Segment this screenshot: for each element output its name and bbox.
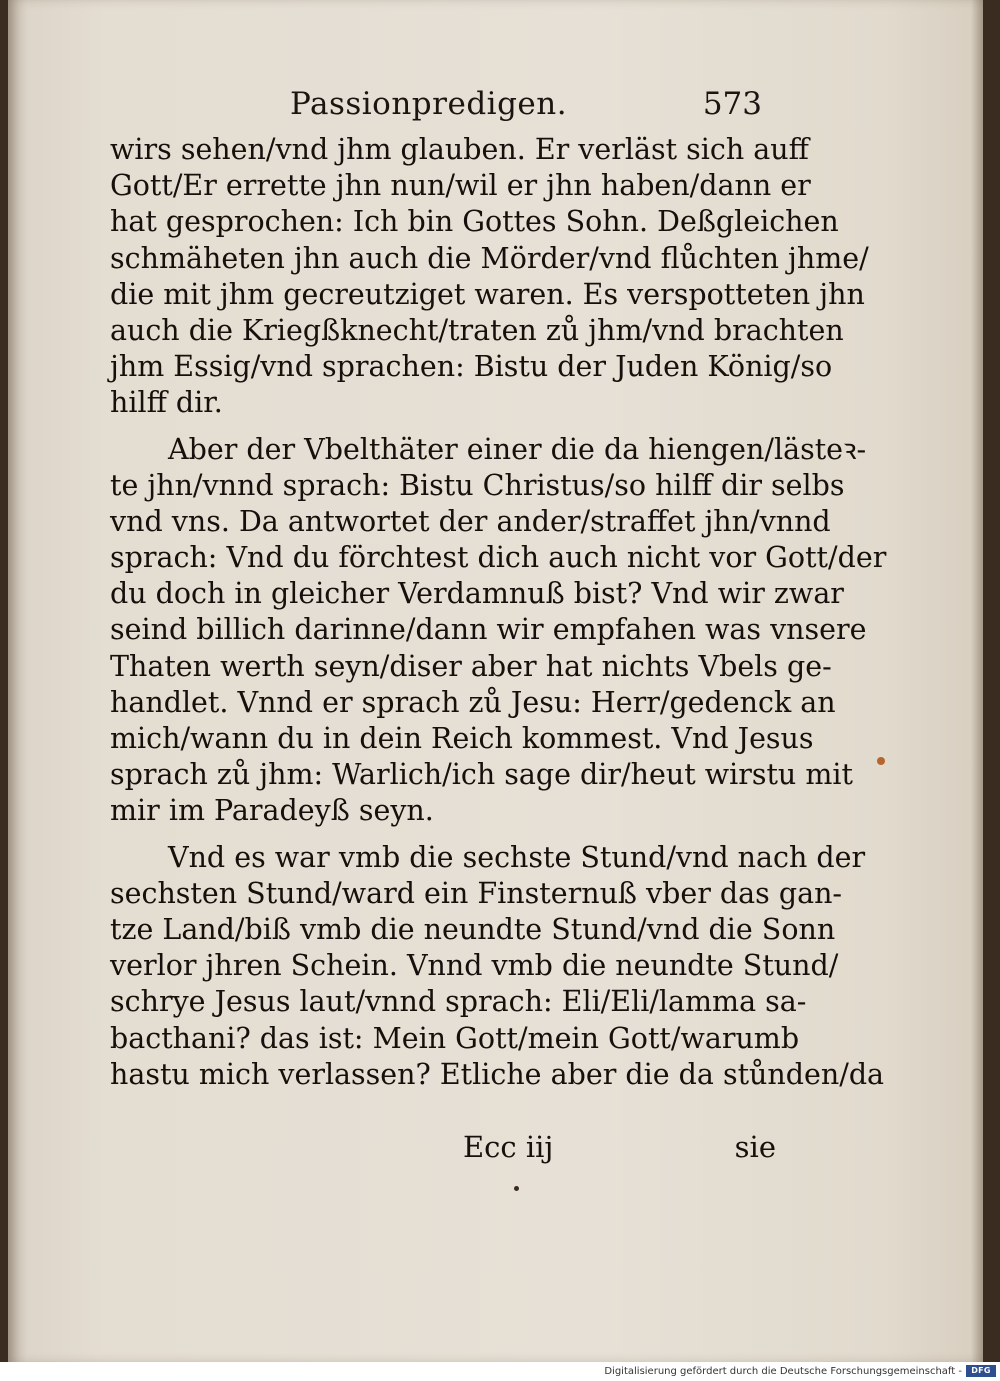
text-line: sechsten Stund/ward ein Finsternuß vber das gan- [110,876,843,910]
text-line: te jhn/vnnd sprach: Bistu Christus/so hilff dir selbs [110,468,845,502]
page-number: 573 [702,86,762,122]
text-line: handlet. Vnnd er sprach zů Jesu: Herr/gedenck an [110,685,836,719]
dfg-logo: DFG [966,1365,996,1377]
text-line: schrye Jesus laut/vnnd sprach: Eli/Eli/lamma sa- [110,985,807,1019]
text-line: sprach zů jhm: Warlich/ich sage dir/heut wirstu mit [110,758,853,792]
paragraph-3 [110,840,885,1093]
text-line: Vnd es war vmb die sechste Stund/vnd nach der [168,840,866,874]
text-line: verlor jhren Schein. Vnnd vmb die neundte Stund/ [110,949,839,983]
text-line: die mit jhm gecreutziget waren. Es verspotteten jhn [110,277,865,311]
catchword: sie [734,1130,776,1164]
text-line: tze Land/biß vmb die neundte Stund/vnd die Sonn [110,912,836,946]
text-line: hat gesprochen: Ich bin Gottes Sohn. Deßgleichen [110,205,839,239]
page-header [290,86,780,130]
body-text [110,132,887,1093]
text-line: sprach: Vnd du förchtest dich auch nicht vor Gott/der [110,541,887,575]
text-line: jhm Essig/vnd sprachen: Bistu der Juden König/so [110,350,833,384]
text-line: Thaten werth seyn/diser aber hat nichts Vbels ge- [110,649,832,683]
running-title: Passionpredigen. [290,86,568,122]
text-line: Aber der Vbelthäter einer die da hiengen/lästeꝛ- [168,432,867,466]
text-line: hilff dir. [110,386,223,420]
text-line: bacthani? das ist: Mein Gott/mein Gott/warumb [110,1021,800,1055]
attribution-text: Digitalisierung gefördert durch die Deutsche Forschungsgemeinschaft - [604,1366,962,1377]
paragraph-1 [110,132,869,422]
text-line: seind billich darinne/dann wir empfahen was vnsere [110,613,867,647]
text-line: Gott/Er errette jhn nun/wil er jhn haben/dann er [110,169,811,203]
text-line: hastu mich verlassen? Etliche aber die da stůnden/da [110,1057,885,1091]
margin-stain [877,757,885,765]
signature-mark: Ecc iij [463,1130,554,1164]
ink-dot [514,1186,519,1191]
text-line: mich/wann du in dein Reich kommest. Vnd Jesus [110,722,814,755]
text-line: wirs sehen/vnd jhm glauben. Er verläst sich auff [110,133,809,166]
text-line: mir im Paradeyß seyn. [110,794,434,828]
page-footer [110,1130,782,1174]
text-line: schmäheten jhn auch die Mörder/vnd flůchten jhme/ [110,241,869,275]
text-line: auch die Kriegßknecht/traten zů jhm/vnd brachten [110,313,844,347]
text-line: du doch in gleicher Verdamnuß bist? Vnd wir zwar [110,577,844,611]
text-line: vnd vns. Da antwortet der ander/straffet jhn/vnnd [110,504,831,538]
paragraph-2 [110,432,887,830]
